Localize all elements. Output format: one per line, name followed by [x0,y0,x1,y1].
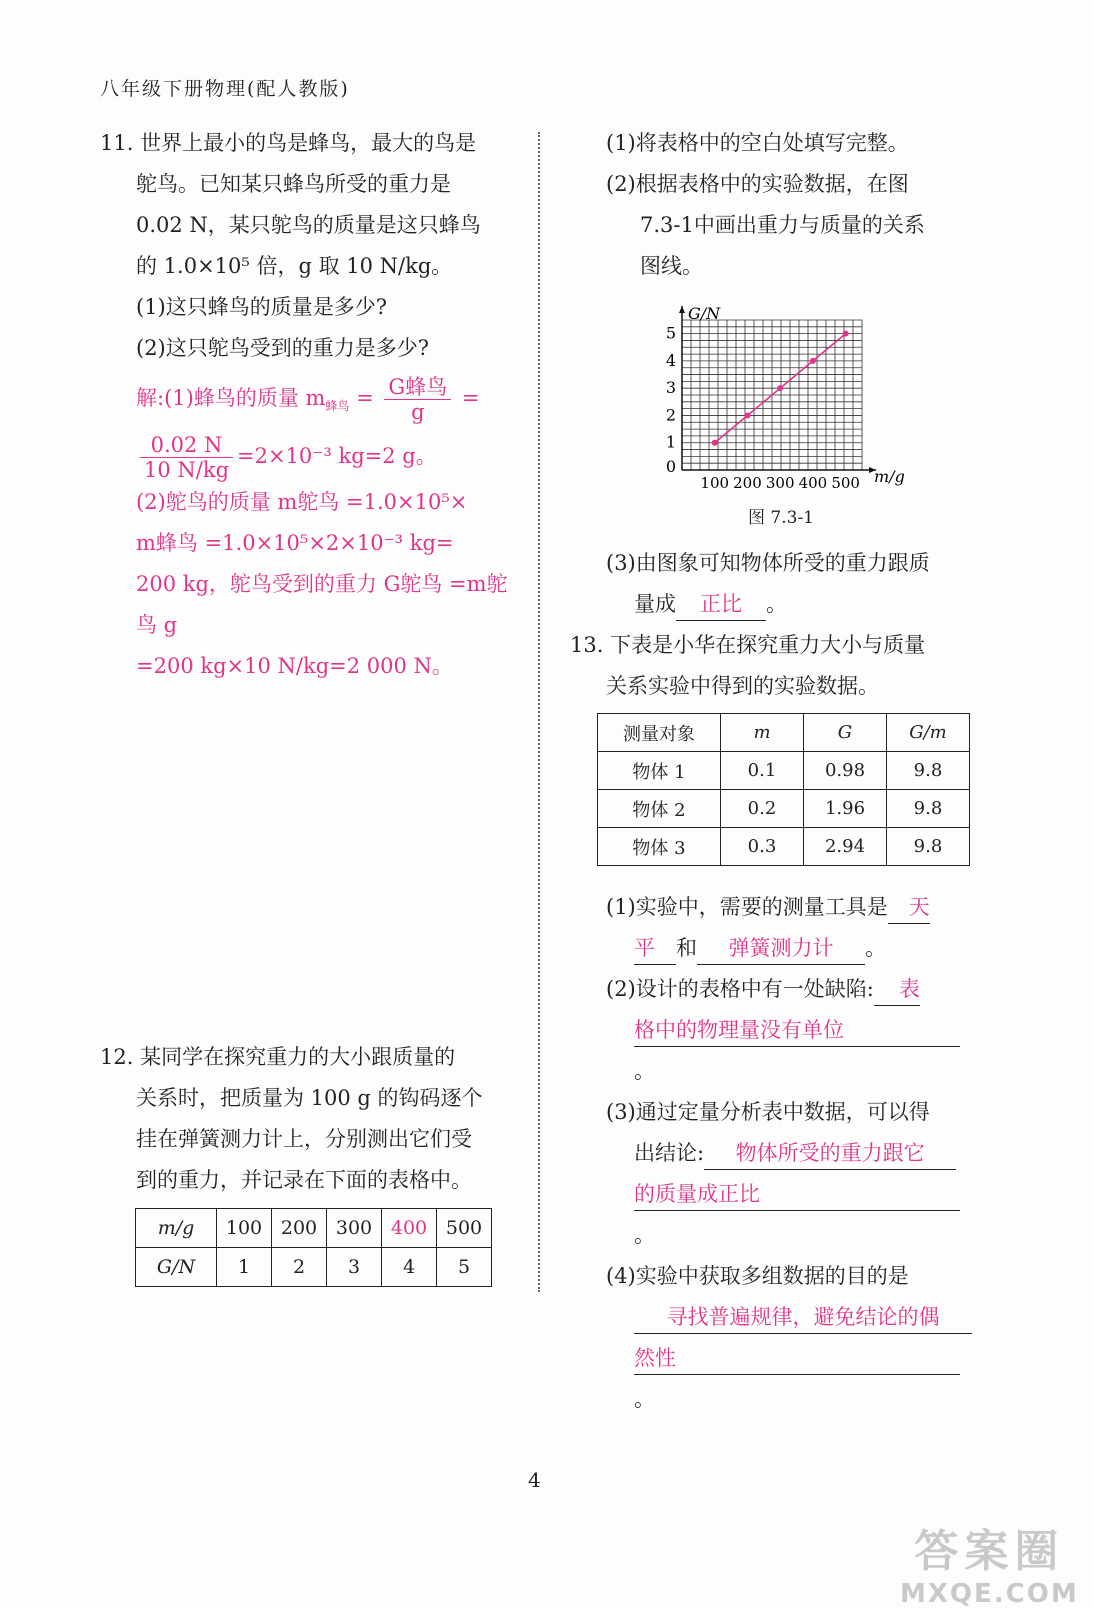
y-tick-label: 1 [665,432,676,452]
x-tick-label: 300 [765,474,795,492]
q12-stem-1: 12. 某同学在探究重力的大小跟质量的 [100,1045,456,1069]
data-point [712,440,718,446]
q13-sub-1-and: 和 [676,936,697,960]
q13-sub-1-answer-a: 天 [888,891,930,924]
table-row [136,1209,492,1248]
q12-sub-3 [570,543,980,707]
table-cell: 9.8 [887,752,970,790]
q11-answer-1-eq: = [356,386,374,410]
q12-sub-3-end: 。 [766,592,787,616]
watermark-bottom: MXQE.COM [900,1579,1079,1609]
q11-answer-1-sub: 蜂鸟 [325,399,350,414]
data-point [843,331,849,337]
x-tick-label: 200 [733,474,762,492]
q11-fraction-2-den: 10 N/kg [144,458,230,483]
q11-stem-1: 11. 世界上最小的鸟是蜂鸟，最大的鸟是 [100,131,477,155]
q13-sub-3-text: 出结论: [634,1141,705,1165]
data-point [744,412,750,418]
q11-answer-1-eq2: = [461,386,480,410]
q12-stem [100,1037,520,1201]
q13-sub-4-end: 。 [634,1387,655,1411]
q13-sub-4-answer-b: 然性 [634,1342,960,1375]
y-tick-label: 0 [665,457,676,476]
q12-sub-1: (1)将表格中的空白处填写完整。 [606,131,909,155]
q11-fraction-2 [140,433,233,482]
table-cell: 200 [272,1209,327,1248]
table-cell: m/g [136,1209,217,1248]
q11-stem-2: 鸵鸟。已知某只蜂鸟所受的重力是 [136,172,451,196]
y-axis-arrow [679,306,685,313]
q11-fraction-1-den: g [411,400,425,424]
table-cell: 0.3 [721,828,804,866]
q12-data-table [135,1208,492,1287]
q13-sub-4-line3 [570,1338,980,1420]
x-axis-label: m/g [874,467,905,486]
table-cell: 2 [272,1248,327,1287]
table-cell: G/N [136,1248,217,1287]
table-cell: 物体 2 [598,790,721,828]
table-cell: 4 [382,1248,437,1287]
y-tick-label: 4 [665,350,676,370]
q13-sub-2-line1 [570,969,980,1010]
column-divider [538,132,540,1292]
q12-stem-2: 关系时，把质量为 100 g 的钩码逐个 [136,1086,483,1110]
q13-sub-3-line3 [570,1174,980,1256]
watermark-logo [900,1515,1079,1609]
q13-data-table [597,713,970,866]
q11-stem-4: 的 1.0×10⁵ 倍，g 取 10 N/kg。 [136,254,453,278]
table-header-row [598,714,970,752]
q13-sub-3-end: 。 [634,1223,655,1247]
q11-answer-1-text: 解:(1)蜂鸟的质量 m [136,386,326,410]
q11-answer-2-line3: 200 kg，鸵鸟受到的重力 G鸵鸟 =m鸵鸟 g [136,572,508,638]
page-number: 4 [528,1468,541,1492]
table-cell: 0.98 [804,752,887,790]
q12-sub-2-line2: 7.3-1中画出重力与质量的关系 [640,213,925,237]
q13-sub-3-answer-a: 物体所受的重力跟它 [704,1137,956,1170]
table-cell: 5 [437,1248,492,1287]
q13-sub-1-text: (1)实验中，需要的测量工具是 [606,895,888,919]
q13-sub-1-answer-b: 平 [634,932,676,965]
q11-answer-1b-text: =2×10⁻³ kg=2 g。 [237,444,437,469]
q11-answer-1 [100,375,520,427]
q11-answer-2-line2: m蜂鸟 =1.0×10⁵×2×10⁻³ kg= [136,531,454,556]
q13-sub-2-text: (2)设计的表格中有一处缺陷: [606,977,874,1001]
table-header-cell: 测量对象 [598,714,721,752]
q13-sub-2-answer-b: 格中的物理量没有单位 [634,1014,960,1047]
table-cell: 500 [437,1209,492,1248]
table-row [598,752,970,790]
q13-sub-3-answer-b: 的质量成正比 [634,1178,960,1211]
x-tick-label: 100 [700,474,730,492]
q13-sub-1-line2 [570,928,980,969]
q11-stem-3: 0.02 N，某只鸵鸟的质量是这只蜂鸟 [136,213,481,237]
q13-sub-4-answer-a: 寻找普遍规律，避免结论的偶 [634,1301,972,1334]
q12-sub-2-line1: (2)根据表格中的实验数据，在图 [606,172,909,196]
table-cell: 9.8 [887,790,970,828]
x-tick-label: 500 [831,474,860,492]
data-point [810,358,816,364]
y-tick-label: 5 [665,323,676,343]
table-cell: 物体 3 [598,828,721,866]
table-cell-answer: 400 [382,1209,437,1248]
q12-stem-4: 到的重力，并记录在下面的表格中。 [136,1168,472,1192]
table-cell: 0.1 [721,752,804,790]
x-tick-label: 400 [798,474,828,492]
q13-sub-1-answer-2: 弹簧测力计 [697,932,865,965]
q13-sub-2-end: 。 [634,1059,655,1083]
gravity-mass-chart [660,298,910,498]
y-tick-label: 2 [665,405,676,425]
q13-sub-2-line2 [570,1010,980,1092]
y-tick-label: 3 [665,378,676,398]
watermark-top: 答案圈 [914,1526,1065,1577]
table-row [598,790,970,828]
q13-sub-1-end: 。 [865,936,886,960]
table-row [136,1248,492,1287]
table-cell: 300 [327,1209,382,1248]
table-header-cell: G [804,714,887,752]
q13-subquestions [570,887,980,1420]
table-header-cell: G/m [887,714,970,752]
table-cell: 2.94 [804,828,887,866]
q11-answer-2-line4: =200 kg×10 N/kg=2 000 N。 [136,654,453,679]
q13-sub-4-line1: (4)实验中获取多组数据的目的是 [606,1264,909,1288]
q13-sub-3-line1: (3)通过定量分析表中数据，可以得 [606,1100,930,1124]
table-cell: 0.2 [721,790,804,828]
data-point [777,385,783,391]
q11-answer-1b [100,433,520,482]
q13-stem-2: 关系实验中得到的实验数据。 [606,674,879,698]
q12-sub-3-text: 量成 [634,592,676,616]
q11-fraction-2-num: 0.02 N [140,433,233,458]
right-column [570,123,980,287]
q11-sub-1: (1)这只蜂鸟的质量是多少? [136,295,388,319]
table-row [598,828,970,866]
q12-stem-3: 挂在弹簧测力计上，分别测出它们受 [136,1127,472,1151]
q13-sub-4-line2 [570,1297,980,1338]
q13-stem-1: 13. 下表是小华在探究重力大小与质量 [570,633,926,657]
q13-sub-2-answer-a: 表 [874,973,920,1006]
chart-caption: 图 7.3-1 [748,508,814,528]
q12-sub-3-line2 [570,584,980,625]
q11-fraction-1-num: G蜂鸟 [384,375,451,400]
y-axis-label: G/N [688,304,721,323]
q13-sub-3-line2 [570,1133,980,1174]
q12-sub-2-line3: 图线。 [640,254,703,278]
q11-answer-2-line1: (2)鸵鸟的质量 m鸵鸟 =1.0×10⁵× [136,490,468,515]
table-cell: 物体 1 [598,752,721,790]
q11-sub-2: (2)这只鸵鸟受到的重力是多少? [136,336,430,360]
table-header-cell: m [721,714,804,752]
table-cell: 3 [327,1248,382,1287]
q12-sub-3-line1: (3)由图象可知物体所受的重力跟质 [606,551,930,575]
q12-sub-3-answer: 正比 [676,588,766,621]
left-column [100,123,520,687]
q13-sub-1-line1 [570,887,980,928]
table-cell: 100 [217,1209,272,1248]
q11-fraction-1 [384,375,451,424]
page-header: 八年级下册物理(配人教版) [100,78,350,100]
table-cell: 9.8 [887,828,970,866]
table-cell: 1 [217,1248,272,1287]
table-cell: 1.96 [804,790,887,828]
